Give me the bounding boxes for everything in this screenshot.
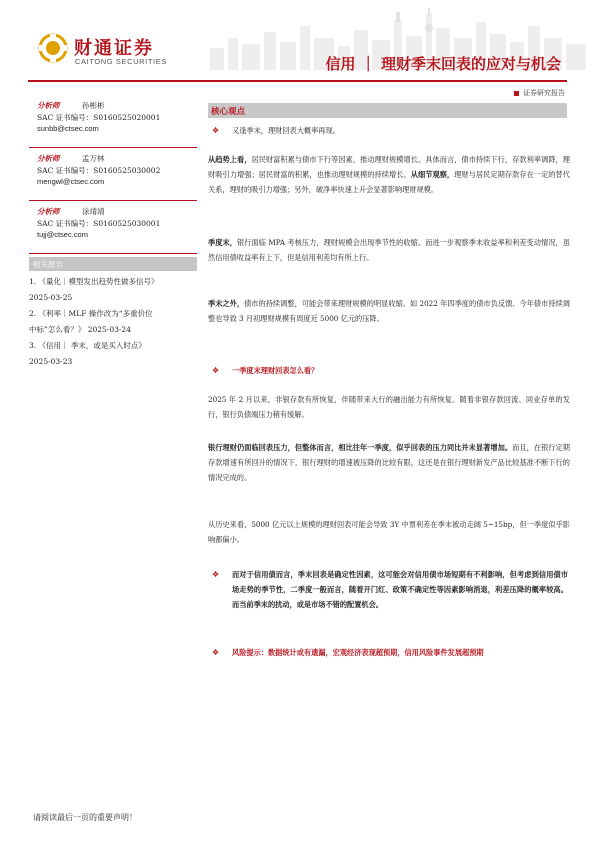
- related-report-title[interactable]: 3. 《信用｜ 季末，或是买入时点》: [29, 341, 146, 350]
- analyst-card: [29, 148, 197, 201]
- conclusion-paragraph: 而对于信用债而言，季末回表是确定性因素，这可能会对信用债市场短期有不利影响，但考虑到信用债市场走势的季节性，二季度一般而言，随着开门红、政策不确定性等因素影响消退，利差压降的概率较高。而当前季末的扰动，或是市场不错的配置机会。: [232, 570, 568, 609]
- pressure-lead: 银行理财仍面临回表压力，但整体而言，相比往年一季度，似乎回表的压力同比并未显著增加。: [208, 443, 513, 452]
- beyond-quarter-lead: 季末之外，: [208, 299, 245, 308]
- detail-lead: 从细节观察，: [410, 170, 455, 179]
- core-view-heading: [208, 103, 567, 118]
- q1-question-heading: 一季度末理财回表怎么看？: [232, 366, 319, 375]
- quarter-end-paragraph: [208, 235, 570, 265]
- analyst-email[interactable]: sunbb@ctsec.com: [37, 124, 99, 133]
- trend-text-a: 居民财富积累与债市下行等因素，推动理财规模增长。具体而言，债市持续下行，存款利率调降，理财吸引力增强；居民财富的积累，也推动理财规模的持续增长。: [208, 155, 570, 179]
- analyst-sac: SAC 证书编号：S0160525030002: [37, 166, 161, 175]
- report-type-label: [514, 88, 565, 98]
- quarter-end-text: 银行面临 MPA 考核压力，理财规模会出现季节性的收缩。而进一步观察季末收益率和利差变动情况，虽然信用债收益率有上下，但是信用利差均有所上行。: [208, 238, 570, 262]
- diamond-bullet-icon: ❖: [212, 648, 220, 657]
- related-reports-list: [29, 274, 199, 370]
- analyst-email[interactable]: tujj@ctsec.com: [37, 230, 88, 239]
- logo-text-en: CAITONG SECURITIES: [75, 57, 167, 66]
- logo-text-cn: 财通证券: [74, 38, 154, 59]
- related-report-date: 2025-03-25: [29, 293, 73, 302]
- title-divider: [28, 80, 567, 82]
- related-report-date: 中标”怎么看？》 2025-03-24: [29, 325, 131, 334]
- analyst-sac: SAC 证书编号：S0160525030001: [37, 219, 161, 228]
- quarter-end-lead: 季度末，: [208, 238, 237, 247]
- report-title: 信用 ｜ 理财季末回表的应对与机会: [325, 55, 561, 73]
- trend-paragraph: [208, 152, 570, 197]
- related-reports-heading: [29, 257, 197, 271]
- report-type-text: 证券研究报告: [523, 89, 565, 97]
- analyst-card: [29, 95, 197, 148]
- analyst-role: 分析师: [37, 101, 60, 110]
- analyst-email[interactable]: mengwl@ctsec.com: [37, 177, 105, 186]
- beyond-quarter-paragraph: [208, 296, 570, 326]
- disclaimer-footer: 请阅读最后一页的重要声明！: [33, 813, 137, 822]
- square-bullet-icon: [514, 91, 519, 96]
- trend-text-b: 理财与居民定期存款存在一定的替代关系，理财的吸引力增强；另外，破净率快速上升会显著影响理财规模。: [208, 170, 570, 194]
- analyst-panel: [29, 95, 197, 254]
- analyst-card: [29, 201, 197, 254]
- related-report-title[interactable]: 1. 《量化｜模型发出趋势性做多信号》: [29, 277, 159, 286]
- analyst-role: 分析师: [37, 207, 60, 216]
- risk-warning: 风险提示：数据统计或有遗漏，宏观经济表现超预期，信用风险事件发展超预期: [232, 648, 484, 657]
- analyst-role: 分析师: [37, 154, 60, 163]
- related-reports-heading-text: 相关报告: [33, 260, 63, 269]
- related-report-title[interactable]: 2. 《利率｜MLF 操作改为“多重价位: [29, 309, 153, 318]
- core-view-heading-text: 核心观点: [211, 107, 246, 117]
- analyst-name: 孟万林: [82, 154, 105, 163]
- trend-lead: 从趋势上看，: [208, 155, 252, 164]
- beyond-quarter-text: 债市的持续调整，可能会带来理财规模的明显收缩。如 2022 年四季度的债市负反馈、今年债市持续调整也导致 3 月初理财规模有周度近 5000 亿元的压降。: [208, 299, 570, 323]
- analyst-name: 孙彬彬: [82, 101, 105, 110]
- page-header: [0, 0, 595, 80]
- related-report-date: 2025-03-23: [29, 357, 73, 366]
- pressure-paragraph: [208, 440, 570, 485]
- intro-paragraph: 又逢季末，理财回表大概率再现。: [232, 126, 340, 135]
- history-paragraph: 从历史来看，5000 亿元以上规模的理财回表可能会导致 3Y 中票利差在季末被动走阔 5~15bp，但一季度似乎影响都偏小。: [208, 520, 570, 544]
- diamond-bullet-icon: ❖: [212, 366, 220, 375]
- diamond-bullet-icon: ❖: [212, 126, 220, 135]
- diamond-bullet-icon: ❖: [212, 570, 220, 579]
- nonbank-deposit-paragraph: 2025 年 2 月以来，非银存款有所恢复，伴随带来大行的融出能力有所恢复。随着非银存款回流、同业存单的发行，银行负债端压力稍有缓解。: [208, 395, 570, 419]
- pressure-text: 而且，在银行定期存款增速有所回升的情况下，银行理财的增速被压降的比较有限，这还是在银行理财新发产品比较基准不断下行的情况完成的。: [208, 443, 570, 482]
- caitong-logo-icon: [38, 33, 68, 63]
- analyst-name: 涂靖靖: [82, 207, 105, 216]
- analyst-sac: SAC 证书编号：S0160525020001: [37, 113, 161, 122]
